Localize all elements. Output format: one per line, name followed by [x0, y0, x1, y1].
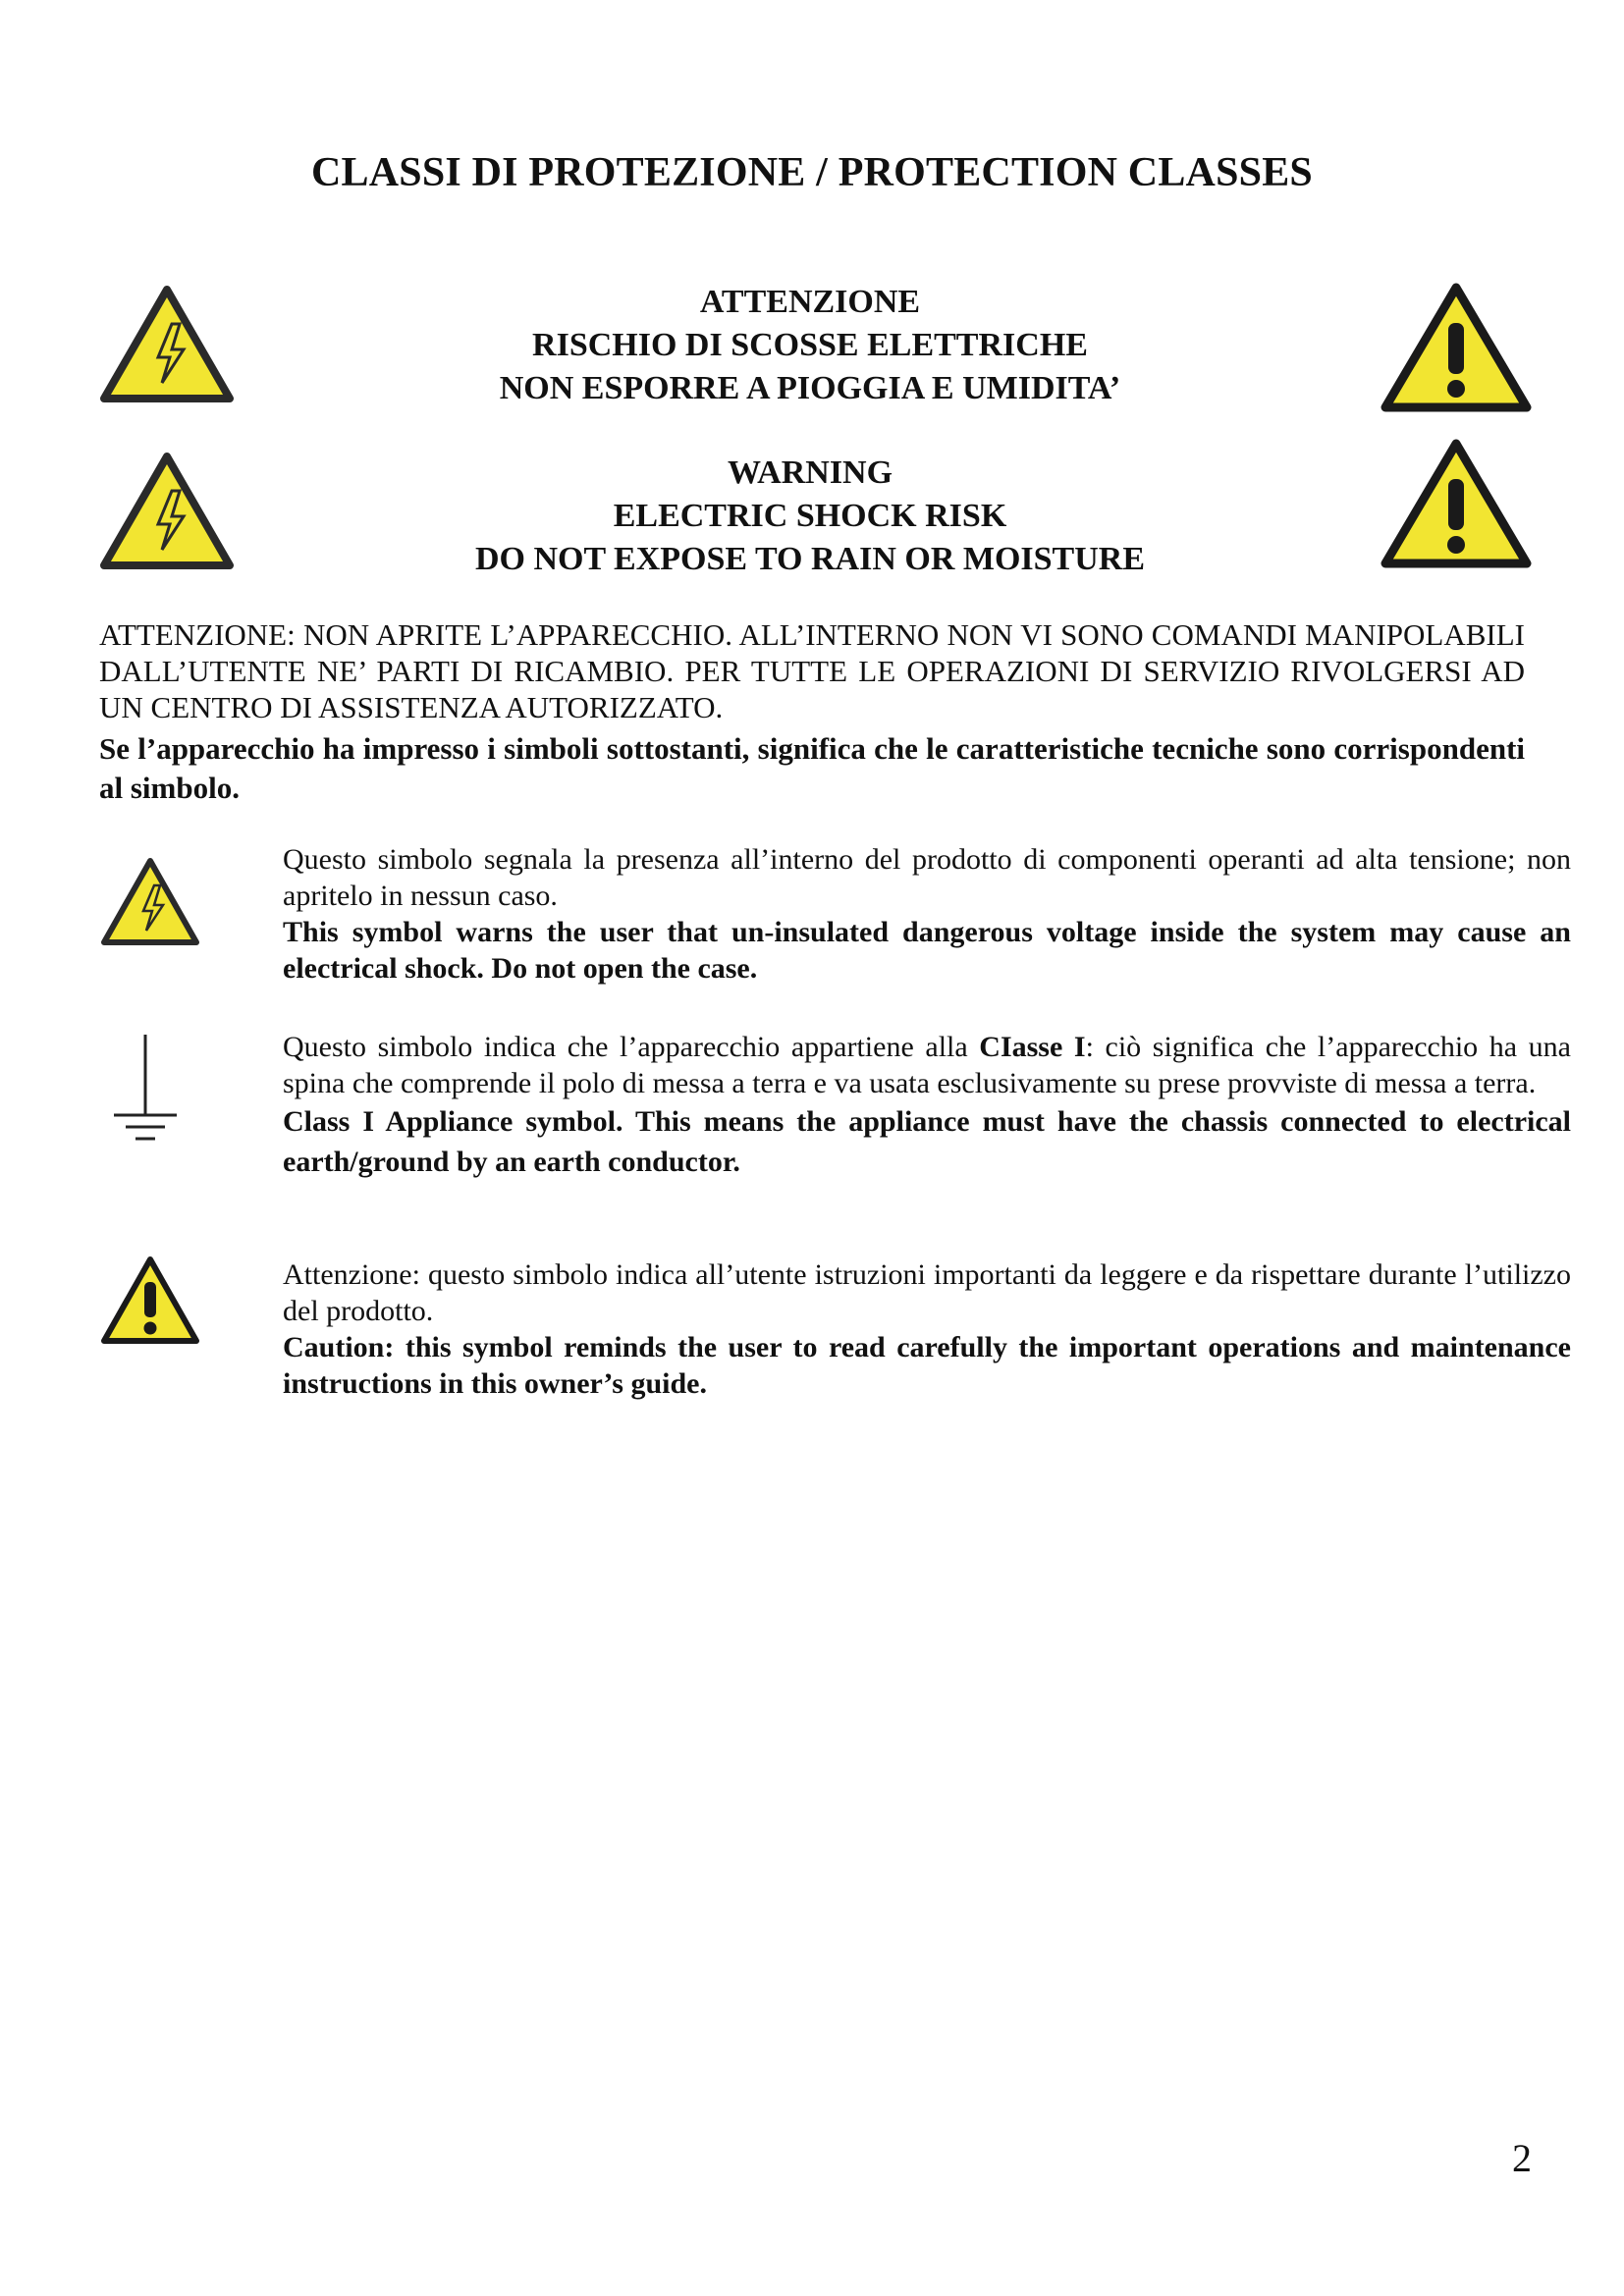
caution-exclamation-icon [99, 1255, 201, 1347]
symbol-description-high-voltage [283, 841, 1571, 987]
page-number: 2 [1512, 2136, 1532, 2180]
symbol-description-caution [283, 1256, 1571, 1402]
symbol-description-class-i [283, 1029, 1571, 1182]
symbol-it-text: Questo simbolo segnala la presenza all’interno del prodotto di componenti operanti ad alta tensione; non apritelo in nessun caso. [283, 843, 1571, 912]
notice-text: ATTENZIONE: NON APRITE L’APPARECCHIO. ALL’INTERNO NON VI SONO COMANDI MANIPOLABILI DALL’UTENTE NE’ PARTI DI RICAMBIO. PER TUTTE LE OPERAZIONI DI SERVIZIO RIVOLGERSI AD UN CENTRO DI ASSISTENZA AUTORIZZATO. [99, 617, 1525, 724]
earth-ground-icon [108, 1031, 183, 1147]
notice [99, 616, 1525, 808]
symbol-it-text [283, 1029, 1571, 1101]
warning-en [295, 452, 1326, 581]
warning-en-line1: WARNING [727, 454, 893, 491]
high-voltage-icon [99, 285, 235, 404]
high-voltage-icon [99, 452, 235, 571]
symbol-en-text: Caution: this symbol reminds the user to read carefully the important operations and maintenance instructions in this owner’s guide. [283, 1331, 1571, 1400]
warning-it-line1: ATTENZIONE [699, 284, 921, 320]
notice-bold-text: Se l’apparecchio ha impresso i simboli sottostanti, significa che le caratteristiche tecniche sono corrispondenti al simbolo. [99, 731, 1525, 805]
high-voltage-icon [99, 856, 201, 948]
caution-exclamation-icon [1380, 282, 1533, 415]
symbol-it-text: Attenzione: questo simbolo indica all’utente istruzioni importanti da leggere e da rispettare durante l’utilizzo del prodotto. [283, 1258, 1571, 1327]
warning-en-line3: DO NOT EXPOSE TO RAIN OR MOISTURE [474, 541, 1146, 577]
symbol-it-text-start: Questo simbolo indica che l’apparecchio appartiene alla [283, 1031, 980, 1063]
symbol-it-text-end: : ciò significa che l’apparecchio ha una spina che comprende il polo di messa a terra e va usata esclusivamente su prese provviste di messa a terra. [283, 1031, 1571, 1099]
warning-it-line2: RISCHIO DI SCOSSE ELETTRICHE [532, 327, 1088, 363]
symbol-en-text: Class I Appliance symbol. This means the appliance must have the chassis connected to electrical earth/ground by an earth conductor. [283, 1105, 1571, 1178]
warning-it-line3: NON ESPORRE A PIOGGIA E UMIDITA’ [499, 370, 1121, 406]
class-i-label: CIasse I [979, 1031, 1086, 1063]
caution-exclamation-icon [1380, 438, 1533, 571]
symbol-en-text: This symbol warns the user that un-insulated dangerous voltage inside the system may cause an electrical shock. Do not open the case. [283, 916, 1571, 985]
warning-en-line2: ELECTRIC SHOCK RISK [613, 498, 1007, 534]
page-title: CLASSI DI PROTEZIONE / PROTECTION CLASSES [311, 150, 1313, 195]
warning-it [295, 281, 1326, 410]
